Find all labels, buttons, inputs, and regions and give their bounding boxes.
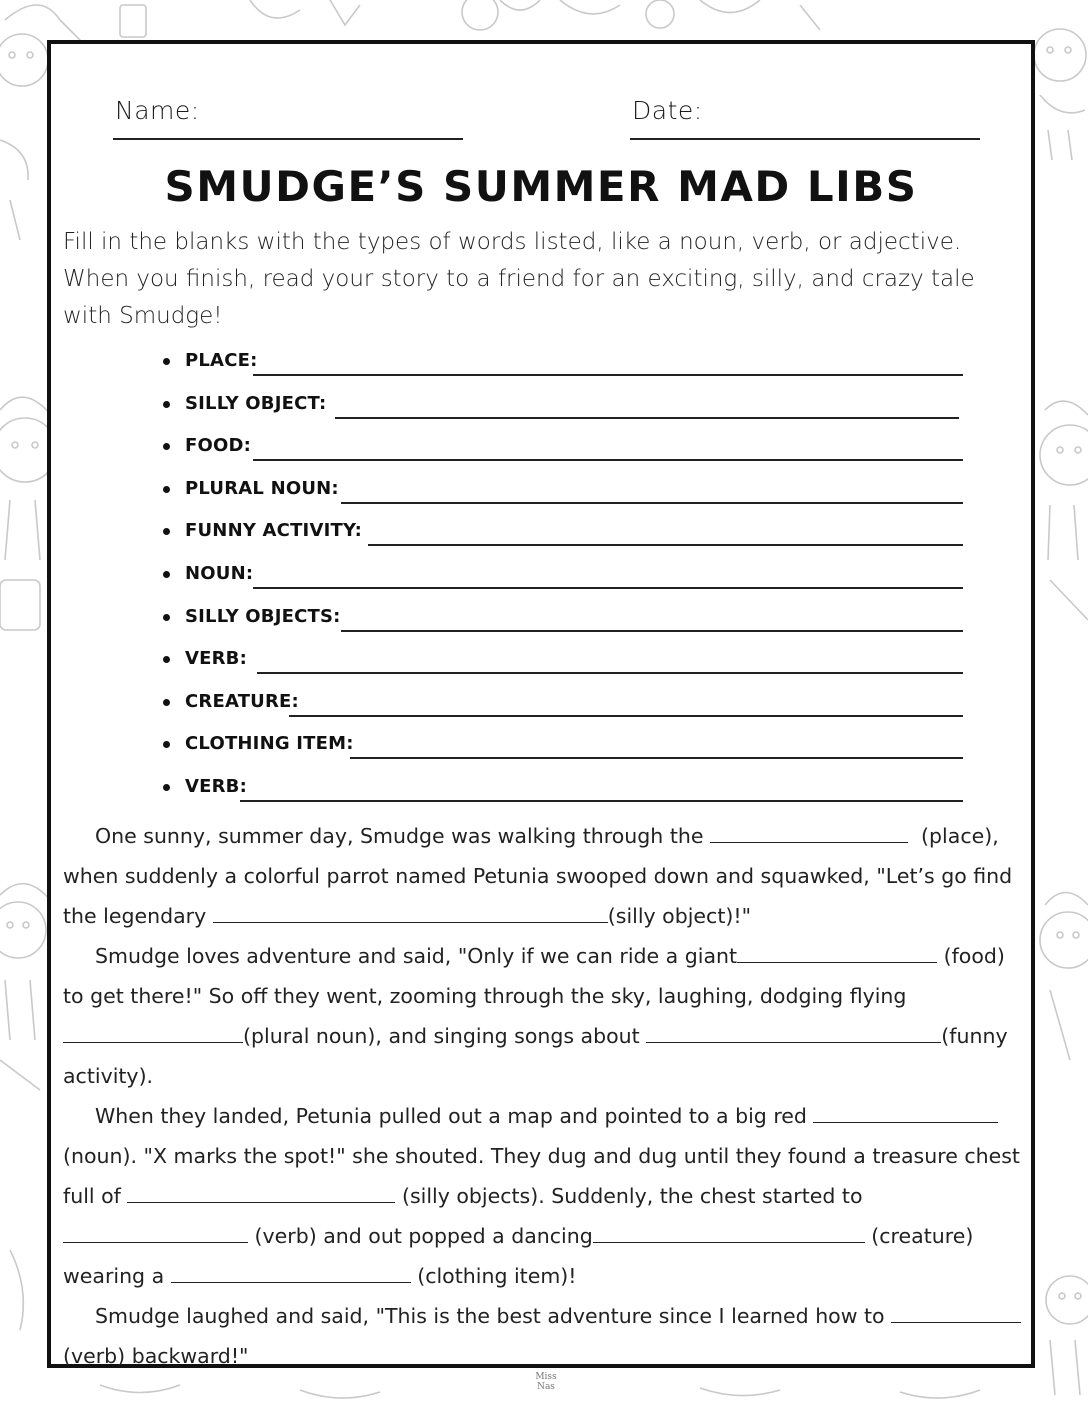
date-label: Date: bbox=[632, 96, 703, 125]
story-blank-verb[interactable] bbox=[63, 1222, 248, 1243]
answer-blank[interactable] bbox=[368, 544, 963, 546]
story-text: (creature) wearing a bbox=[63, 1224, 974, 1288]
word-label: CREATURE: bbox=[185, 690, 299, 712]
instructions: Fill in the blanks with the types of words listed, like a noun, verb, or adjective. When you finish, read your story to a friend for an exciting, silly, and crazy tale with Smudge! bbox=[63, 229, 975, 329]
story-text: Smudge laughed and said, "This is the best adventure since I learned how to bbox=[95, 1304, 885, 1328]
bullet-icon bbox=[163, 656, 170, 663]
word-label: VERB: bbox=[185, 775, 248, 797]
story-paragraph-3 bbox=[63, 1096, 1025, 1296]
word-label: SILLY OBJECTS: bbox=[185, 605, 341, 627]
name-label: Name: bbox=[115, 96, 200, 125]
story-blank-place[interactable] bbox=[710, 822, 908, 843]
list-item bbox=[163, 350, 963, 393]
list-item bbox=[163, 520, 963, 563]
word-list bbox=[163, 350, 963, 819]
name-field[interactable] bbox=[113, 92, 463, 140]
story-blank-food[interactable] bbox=[737, 942, 937, 963]
bullet-icon bbox=[163, 741, 170, 748]
story-blank-silly-objects[interactable] bbox=[127, 1182, 395, 1203]
word-label: VERB: bbox=[185, 648, 248, 670]
story-text: (clothing item)! bbox=[417, 1264, 577, 1288]
story-paragraph-4 bbox=[63, 1296, 1025, 1376]
story-blank-creature[interactable] bbox=[593, 1222, 865, 1243]
bullet-icon bbox=[163, 614, 170, 621]
list-item bbox=[163, 691, 963, 734]
story-text: One sunny, summer day, Smudge was walking through the bbox=[95, 824, 704, 848]
bullet-icon bbox=[163, 401, 170, 408]
answer-blank[interactable] bbox=[253, 374, 963, 376]
answer-blank[interactable] bbox=[253, 587, 963, 589]
answer-blank[interactable] bbox=[253, 459, 963, 461]
answer-blank[interactable] bbox=[341, 502, 963, 504]
answer-blank[interactable] bbox=[240, 800, 963, 802]
answer-blank[interactable] bbox=[257, 672, 963, 674]
story-paragraph-2 bbox=[63, 936, 1025, 1096]
word-label: FOOD: bbox=[185, 435, 252, 457]
story-text: (food) to get there!" So off they went, zooming through the sky, laughing, dodging flying bbox=[63, 944, 1005, 1008]
bullet-icon bbox=[163, 699, 170, 706]
story-text: (verb) backward!" bbox=[63, 1344, 249, 1368]
story-blank-silly-object[interactable] bbox=[213, 902, 608, 923]
page-title: SMUDGE’S SUMMER MAD LIBS bbox=[164, 162, 918, 211]
publisher-logo: Miss Nas bbox=[535, 1372, 557, 1392]
word-label: CLOTHING ITEM: bbox=[185, 733, 354, 755]
list-item bbox=[163, 563, 963, 606]
story-text: (silly object)!" bbox=[607, 904, 751, 928]
bullet-icon bbox=[163, 528, 170, 535]
header-row bbox=[111, 92, 971, 138]
story-text: Smudge loves adventure and said, "Only if we can ride a giant bbox=[95, 944, 738, 968]
word-label: FUNNY ACTIVITY: bbox=[185, 520, 363, 542]
story-text: (noun). "X marks the spot!" she shouted. They dug and dug until they found a treasure chest full of bbox=[63, 1144, 1020, 1208]
list-item bbox=[163, 393, 963, 436]
story-text: (verb) and out popped a dancing bbox=[254, 1224, 593, 1248]
story bbox=[63, 816, 1025, 1376]
list-item bbox=[163, 733, 963, 776]
bullet-icon bbox=[163, 571, 170, 578]
answer-blank[interactable] bbox=[289, 715, 963, 717]
bullet-icon bbox=[163, 784, 170, 791]
story-blank-plural-noun[interactable] bbox=[63, 1022, 243, 1043]
word-label: SILLY OBJECT: bbox=[185, 392, 327, 414]
story-blank-clothing-item[interactable] bbox=[171, 1262, 411, 1283]
story-blank-verb-2[interactable] bbox=[891, 1302, 1021, 1323]
answer-blank[interactable] bbox=[341, 630, 963, 632]
word-label: NOUN: bbox=[185, 562, 254, 584]
worksheet bbox=[47, 40, 1035, 1368]
story-text: When they landed, Petunia pulled out a map and pointed to a big red bbox=[95, 1104, 807, 1128]
answer-blank[interactable] bbox=[335, 417, 959, 419]
bullet-icon bbox=[163, 443, 170, 450]
answer-blank[interactable] bbox=[350, 757, 963, 759]
story-blank-noun[interactable] bbox=[813, 1102, 998, 1123]
list-item bbox=[163, 435, 963, 478]
bullet-icon bbox=[163, 486, 170, 493]
story-blank-funny-activity[interactable] bbox=[646, 1022, 941, 1043]
story-paragraph-1 bbox=[63, 816, 1025, 936]
word-label: PLACE: bbox=[185, 350, 258, 371]
story-text: (funny activity). bbox=[63, 1024, 1008, 1088]
story-text: (plural noun), and singing songs about bbox=[243, 1024, 640, 1048]
story-text: (silly objects). Suddenly, the chest started to bbox=[401, 1184, 863, 1208]
story-text: (place), when suddenly a colorful parrot named Petunia swooped down and squawked, "Let’s go find the legendary bbox=[63, 824, 1013, 928]
list-item bbox=[163, 648, 963, 691]
bullet-icon bbox=[163, 358, 170, 365]
list-item bbox=[163, 606, 963, 649]
word-label: PLURAL NOUN: bbox=[185, 477, 339, 499]
list-item bbox=[163, 478, 963, 521]
date-field[interactable] bbox=[630, 92, 980, 140]
list-item bbox=[163, 776, 963, 819]
